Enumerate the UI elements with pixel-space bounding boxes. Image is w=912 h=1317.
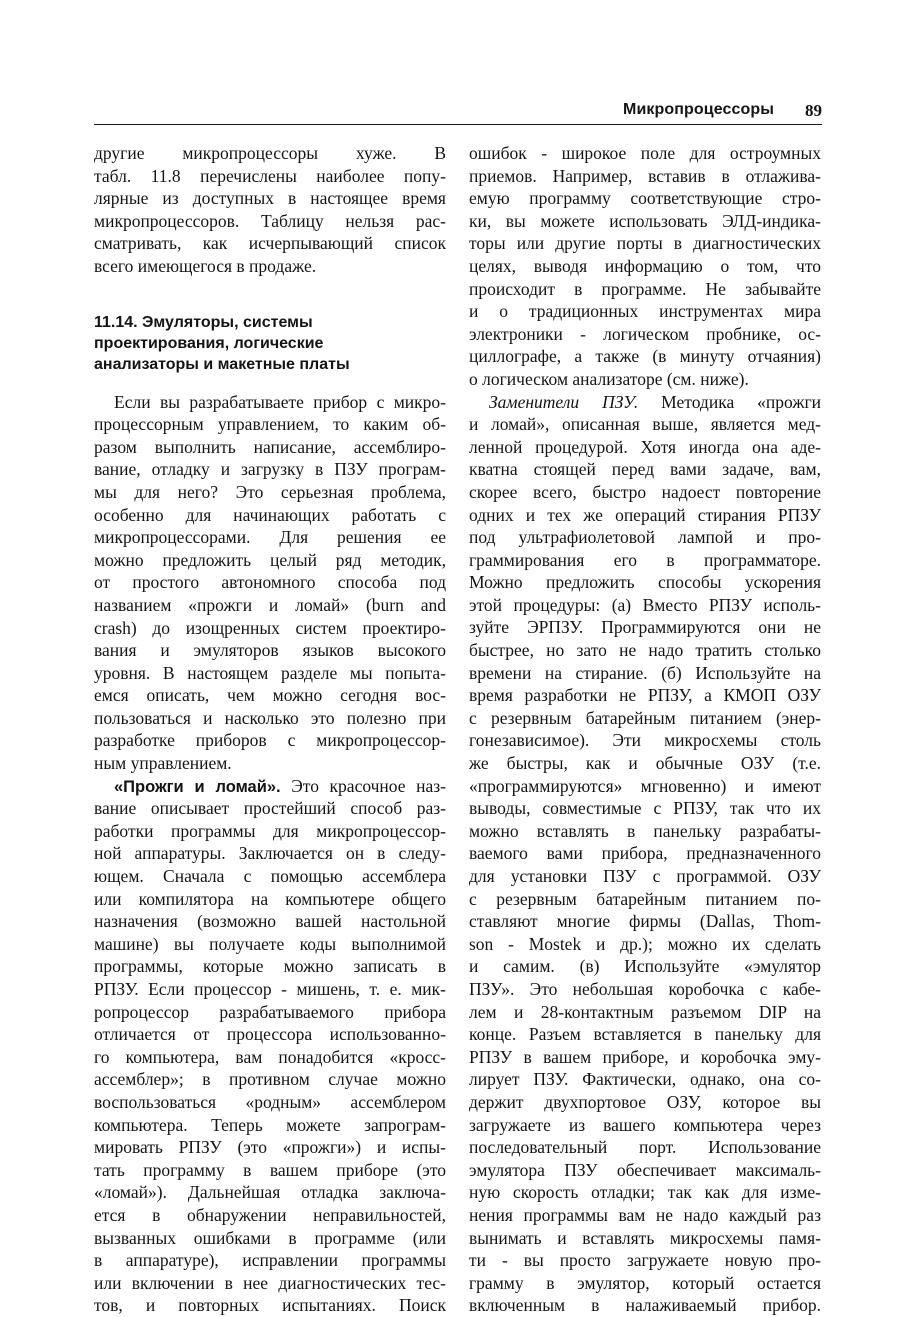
heading-line: 11.14. Эмуляторы, системы [94,313,313,331]
text-line: одних и тех же операций стирания РПЗУ [469,504,821,525]
text-line: для установки ПЗУ с программой. ОЗУ [469,866,821,886]
text-line: ную скорость отладки; так как для изме- [469,1182,821,1203]
text-line: время разработки не РПЗУ, а КМОП ОЗУ [469,685,821,706]
left-column [94,142,446,1317]
text-line: времени на стирание. (б) Используйте на [469,662,821,683]
text-line: «ломай»). Дальнейшая отладка заключа- [94,1182,446,1203]
text-line: последовательный порт. Использование [469,1137,821,1158]
text-line: с резервным батарейным питанием по- [469,888,821,909]
text-line: или включении в нее диагностических тес- [94,1272,446,1293]
text-line: вынимать и вставлять микросхемы памя- [469,1227,821,1248]
text-line: загружаете из вашего компьютера через [469,1114,821,1135]
text-line: нения программы вам не надо каждый раз [469,1204,821,1225]
text-line: РПЗУ. Если процессор - мишень, т. е. мик- [94,979,446,999]
text-line: машине) вы получаете коды выполнимой [94,933,446,954]
text-line: работки программы для микропроцессор- [94,820,446,841]
text-line: ленной процедурой. Хотя иногда она аде- [469,436,821,457]
text-line: с резервным батарейным питанием (энер- [469,707,821,728]
paragraph-table-note [94,142,446,278]
text-line: скорее всего, быстро надоест повторение [469,481,821,502]
text-line: мировать РПЗУ (это «прожги») и испы- [94,1137,446,1158]
text-line: кватна стоящей перед вами задаче, вам, [469,459,821,480]
text-line: или компилятора на компьютере общего [94,888,446,909]
text-line: гонезависимое). Эти микросхемы столь [469,730,821,751]
text-line: циллографе, а также (в минуту отчаяния) [469,346,821,367]
text-line: под ультрафиолетовой лампой и про- [469,527,821,548]
text-line: ошибок - широкое поле для остроумных [469,143,821,163]
heading-line: проектирования, логические [94,334,324,352]
text-line: лем и 28-контактным разъемом DIP на [469,1001,821,1022]
text-line: лярные из доступных в настоящее время [94,188,446,209]
text-line: другие микропроцессоры хуже. В [94,143,446,163]
paragraph-burn-and-crash [94,775,446,1317]
text-line: происходит в программе. Не забывайте [469,278,821,299]
text-line: отличается от процессора использованно- [94,1024,446,1045]
text-line: емую программу соответствующие стро- [469,188,821,209]
text-line: приемов. Например, вставив в отлажива- [469,165,821,186]
text-line: son - Mostek и др.); можно их сделать [469,933,821,954]
text-line: разом выполнить написание, ассемблиро- [94,436,446,457]
text-line: вания и эмуляторов языков высокого [94,640,446,661]
text-line: разработке приборов с микропроцессор- [94,730,446,751]
text-line: ки, вы можете использовать ЭЛД-индика- [469,210,821,231]
text-line: названием «прожги и ломай» (burn and [94,594,446,615]
text-line: можно вставлять в панельку разрабаты- [469,820,821,841]
text-line: всего имеющегося в продаже. [94,255,317,276]
text-line: Если вы разрабатываете прибор с микро- [114,391,446,412]
text-line: и самим. (в) Используйте «эмулятор [469,956,821,977]
paragraph-debugging [469,142,821,391]
text-line: ется в обнаружении неправильностей, [94,1204,446,1225]
text-line: ной аппаратуры. Заключается он в следу- [94,843,446,864]
section-heading [94,312,446,375]
run-in-heading: Заменители ПЗУ. [489,391,639,412]
text-line: РПЗУ в вашем приборе, и коробочка эму- [469,1046,821,1067]
text-line: и о традиционных инструментах мира [469,301,821,322]
text-line: ропроцессор разрабатываемого прибора [94,1001,446,1022]
text-line: «Прожги и ломай». Это красочное наз- [114,775,446,796]
text-line: о логическом анализаторе (см. ниже). [469,368,749,389]
text-line: ющем. Сначала с помощью ассемблера [94,866,446,887]
text-line: целях, выводя информацию о том, что [469,255,821,276]
text-line: ассемблер»; в противном случае можно [94,1069,446,1090]
text-line: вание описывает простейший способ раз- [94,798,446,819]
text-line: этой процедуры: (а) Вместо РПЗУ исполь- [469,594,821,615]
text-line: тать программу в вашем приборе (это [94,1159,446,1180]
text-line: микропроцессоров. Таблицу нельзя рас- [94,210,446,231]
text-line: граммирования его в программаторе. [469,549,821,570]
text-line: пользоваться и насколько это полезно при [94,707,446,728]
text-line: грамму в эмулятор, который остается [469,1272,821,1293]
text-line: же быстры, как и обычные ОЗУ (т.е. [469,753,821,774]
paragraph-intro [94,391,446,775]
text-line: выводы, совместимые с РПЗУ, так что их [469,798,821,819]
text-line: сматривать, как исчерпывающий список [94,233,446,254]
heading-line: анализаторы и макетные платы [94,355,350,373]
text-line: и ломай», описанная выше, является мед- [469,414,821,435]
text-line: в аппаратуре), исправлении программы [94,1250,446,1271]
text-line: ПЗУ». Это небольшая коробочка с кабе- [469,978,821,999]
text-line: электроники - логическом пробнике, ос- [469,323,821,344]
text-line: включенным в налаживаемый прибор. [469,1295,821,1316]
text-line: го компьютера, вам понадобится «кросс- [94,1046,446,1067]
text-line: процессорным управлением, то каким об- [94,414,446,435]
text-line: уровня. В настоящем разделе мы попыта- [94,662,446,683]
right-column [469,142,821,1317]
text-line: мы для него? Это серьезная проблема, [94,481,446,502]
text-line: емся описать, чем можно сегодня вос- [94,685,446,706]
text-line: конце. Разъем вставляется в панельку для [469,1024,821,1045]
paragraph-rom-substitutes [469,391,821,1317]
text-line: можно предложить целый ряд методик, [94,549,446,570]
run-in-heading: «Прожги и ломай». [114,777,281,796]
text-line: зуйте ЭРПЗУ. Программируются они не [469,617,821,638]
text-line: от простого автономного способа под [94,572,446,593]
text-line: держит двухпортовое ОЗУ, которое вы [469,1091,821,1112]
text-line: ти - вы просто загружаете новую про- [469,1250,821,1271]
text-line: Можно предложить способы ускорения [469,572,821,593]
text-line: торы или другие порты в диагностических [469,233,821,254]
text-line: вызванных ошибками в программе (или [94,1227,446,1248]
text-line: «программируются» мгновенно) и имеют [469,775,821,796]
text-line: эмулятора ПЗУ обеспечивает максималь- [469,1159,821,1180]
text-line: воспользоваться «родным» ассемблером [94,1091,446,1112]
text-line: программы, которые можно записать в [94,956,446,977]
text-line: ставляют многие фирмы (Dallas, Thom- [469,911,821,932]
text-line: табл. 11.8 перечислены наиболее попу- [94,165,446,186]
running-header [94,100,822,125]
text-line: лирует ПЗУ. Фактически, однако, она со- [469,1069,821,1090]
text-line: микропроцессорами. Для решения ее [94,527,446,548]
running-title: Микропроцессоры [623,101,774,118]
text-line: Заменители ПЗУ. Методика «прожги [489,391,821,412]
text-line: crash) до изощренных систем проектиро- [94,617,446,638]
text-line: назначения (возможно вашей настольной [94,911,446,932]
text-line: компьютера. Теперь можете запрограм- [94,1114,446,1135]
text-line: вание, отладку и загрузку в ПЗУ програм- [94,459,446,480]
text-line: ным управлением. [94,753,232,774]
page-number: 89 [805,101,822,120]
text-line: ваемого вами прибора, предназначенного [469,843,821,864]
text-line: тов, и повторных испытаниях. Поиск [94,1295,446,1316]
text-line: особенно для начинающих работать с [94,504,446,525]
text-line: быстрее, но зато не надо тратить столько [469,640,821,661]
